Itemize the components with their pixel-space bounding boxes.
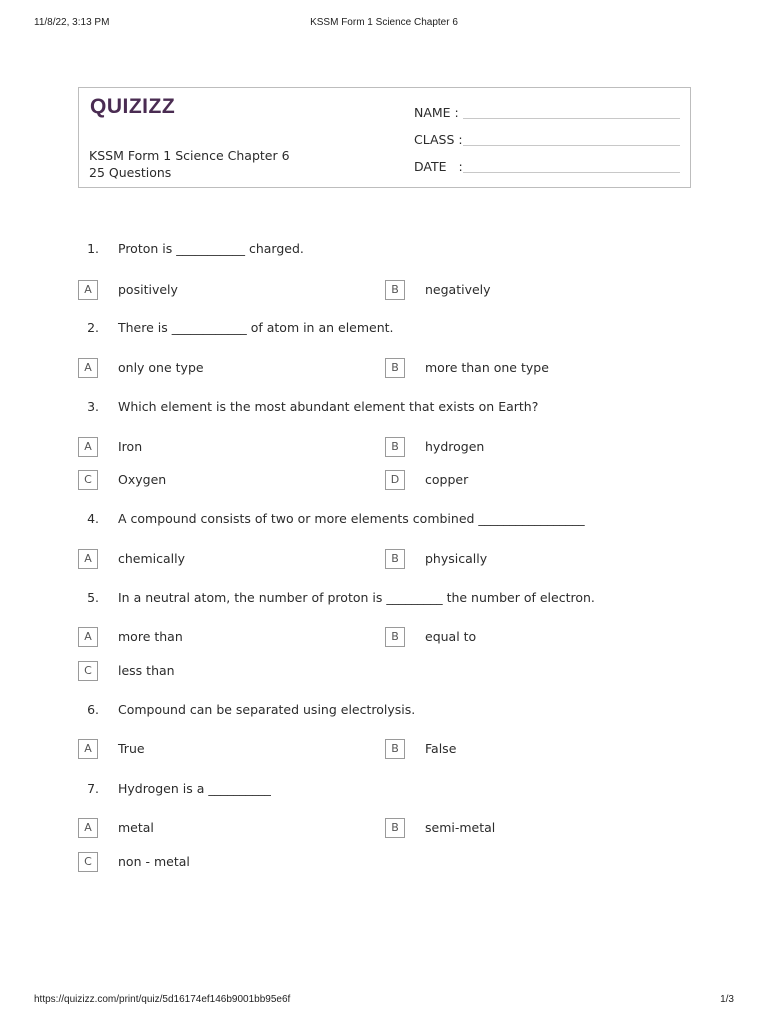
option-letter: C <box>78 470 98 490</box>
option-letter: B <box>385 739 405 759</box>
option-text: more than one type <box>425 360 549 375</box>
option-text: negatively <box>425 282 491 297</box>
option-text: Oxygen <box>118 472 167 487</box>
option-text: physically <box>425 551 488 566</box>
question-text: A compound consists of two or more elements combined _________________ <box>118 511 585 526</box>
option-letter: A <box>78 627 98 647</box>
print-header <box>34 17 734 31</box>
name-label: NAME : <box>414 105 459 120</box>
option-text: hydrogen <box>425 439 485 454</box>
question-number: 7. <box>87 781 99 796</box>
question-number: 2. <box>87 320 99 335</box>
option-letter: B <box>385 818 405 838</box>
class-line <box>463 145 680 146</box>
option-letter: B <box>385 280 405 300</box>
date-label: DATE : <box>414 159 463 174</box>
option-text: copper <box>425 472 469 487</box>
option-letter: B <box>385 627 405 647</box>
date-line <box>463 172 680 173</box>
question-text: Proton is ___________ charged. <box>118 241 304 256</box>
name-field <box>414 101 680 121</box>
question-text: In a neutral atom, the number of proton is _________ the number of electron. <box>118 590 595 605</box>
question-3 <box>0 399 768 417</box>
question-number: 5. <box>87 590 99 605</box>
option-text: Iron <box>118 439 143 454</box>
option-letter: B <box>385 549 405 569</box>
option-text: positively <box>118 282 178 297</box>
question-4 <box>0 511 768 529</box>
class-label: CLASS : <box>414 132 463 147</box>
date-field <box>414 155 680 175</box>
option-letter: C <box>78 852 98 872</box>
question-6 <box>0 702 768 720</box>
option-letter: A <box>78 818 98 838</box>
option-text: only one type <box>118 360 204 375</box>
question-5 <box>0 590 768 608</box>
option-text: non - metal <box>118 854 190 869</box>
question-number: 6. <box>87 702 99 717</box>
option-letter: A <box>78 280 98 300</box>
question-number: 1. <box>87 241 99 256</box>
print-document-title: KSSM Form 1 Science Chapter 6 <box>310 17 458 28</box>
option-letter: A <box>78 549 98 569</box>
option-text: False <box>425 741 457 756</box>
option-letter: B <box>385 437 405 457</box>
option-letter: A <box>78 437 98 457</box>
print-datetime: 11/8/22, 3:13 PM <box>34 17 110 28</box>
option-text: equal to <box>425 629 477 644</box>
page-number: 1/3 <box>720 994 734 1005</box>
question-text: Which element is the most abundant element that exists on Earth? <box>118 399 539 414</box>
option-text: True <box>118 741 145 756</box>
name-line <box>463 118 680 119</box>
option-letter: A <box>78 739 98 759</box>
question-text: Compound can be separated using electrolysis. <box>118 702 416 717</box>
question-count: 25 Questions <box>89 165 172 180</box>
option-letter: B <box>385 358 405 378</box>
option-text: less than <box>118 663 175 678</box>
option-letter: A <box>78 358 98 378</box>
option-text: more than <box>118 629 183 644</box>
print-footer <box>34 994 734 1008</box>
option-text: semi-metal <box>425 820 496 835</box>
question-text: Hydrogen is a __________ <box>118 781 271 796</box>
option-text: chemically <box>118 551 186 566</box>
print-url[interactable]: https://quizizz.com/print/quiz/5d16174ef146b9001bb95e6f <box>34 994 291 1005</box>
question-number: 4. <box>87 511 99 526</box>
quizizz-logo: QUIZIZZ <box>90 95 176 118</box>
question-text: There is ____________ of atom in an element. <box>118 320 394 335</box>
option-letter: D <box>385 470 405 490</box>
option-text: metal <box>118 820 154 835</box>
class-field <box>414 128 680 148</box>
question-7 <box>0 781 768 799</box>
quiz-title: KSSM Form 1 Science Chapter 6 <box>89 148 290 163</box>
option-letter: C <box>78 661 98 681</box>
question-1 <box>0 241 768 259</box>
question-2 <box>0 320 768 338</box>
quiz-header-box <box>78 87 691 188</box>
question-number: 3. <box>87 399 99 414</box>
